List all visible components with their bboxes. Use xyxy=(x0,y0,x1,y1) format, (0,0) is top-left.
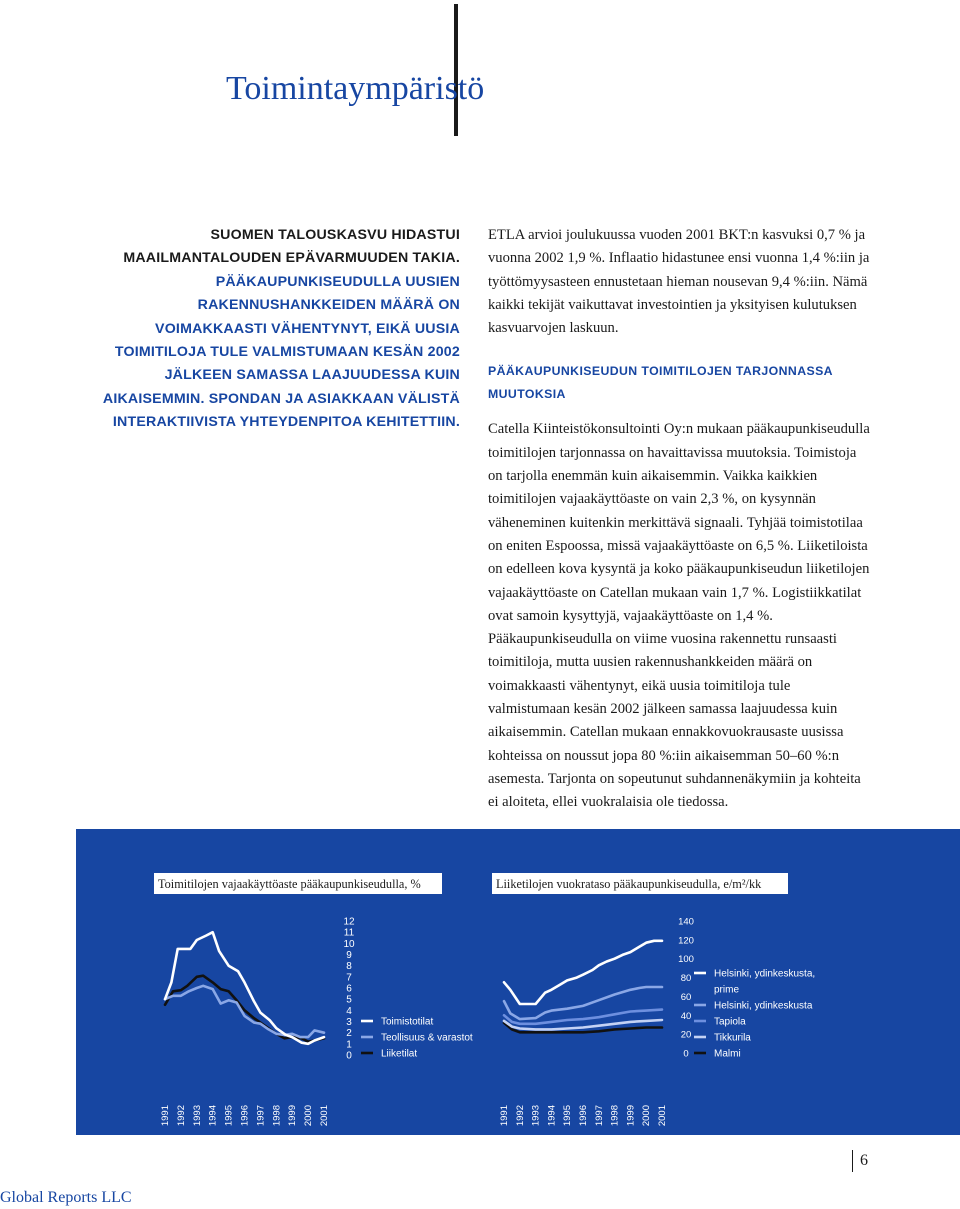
x-tick-label: 1997 xyxy=(593,1105,605,1127)
footer-publisher: Global Reports LLC xyxy=(0,1189,132,1206)
x-tick-label: 1994 xyxy=(546,1105,558,1127)
lead-line: AIKAISEMMIN. SPONDAN JA ASIAKKAAN VÄLISTÄ xyxy=(102,390,460,407)
y-tick-label: 9 xyxy=(346,950,352,961)
y-tick-label: 12 xyxy=(343,916,355,928)
y-tick-label: 120 xyxy=(678,935,694,947)
y-tick-label: 10 xyxy=(343,938,355,950)
y-tick-label: 40 xyxy=(680,1010,692,1022)
legend-label: Helsinki, ydinkeskusta xyxy=(714,1000,813,1012)
x-tick-label: 1997 xyxy=(255,1105,267,1127)
y-tick-label: 6 xyxy=(346,983,352,995)
x-tick-label: 1992 xyxy=(175,1105,187,1127)
legend-label: Liiketilat xyxy=(381,1048,418,1060)
lead-line: SUOMEN TALOUSKASVU HIDASTUI xyxy=(210,227,460,243)
y-tick-label: 5 xyxy=(346,994,352,1006)
lead-line: MAAILMANTALOUDEN EPÄVARMUUDEN TAKIA. xyxy=(123,250,460,267)
y-tick-label: 0 xyxy=(346,1050,352,1062)
x-tick-label: 1996 xyxy=(578,1105,589,1127)
x-tick-label: 1995 xyxy=(562,1105,574,1127)
x-tick-label: 2001 xyxy=(657,1105,668,1127)
y-tick-label: 20 xyxy=(680,1029,692,1041)
legend-label: Malmi xyxy=(714,1048,741,1060)
x-tick-label: 1999 xyxy=(287,1105,299,1127)
y-tick-label: 8 xyxy=(346,961,352,973)
lead-line: RAKENNUSHANKKEIDEN MÄÄRÄ ON xyxy=(197,297,460,314)
y-tick-label: 1 xyxy=(346,1039,352,1051)
rent-chart-title: Liiketilojen vuokrataso pääkaupunkiseudulla, e/m²/kk xyxy=(492,873,788,894)
lead-line: VOIMAKKAASTI VÄHENTYNYT, EIKÄ UUSIA xyxy=(155,320,460,337)
page-title: Toimintaympäristö xyxy=(226,70,485,107)
series-line xyxy=(165,932,324,1044)
x-tick-label: 2001 xyxy=(319,1105,330,1127)
x-tick-label: 1992 xyxy=(514,1105,526,1127)
lead-line: INTERAKTIIVISTA YHTEYDENPITOA KEHITETTIIN. xyxy=(112,414,460,431)
y-tick-label: 11 xyxy=(343,927,355,939)
series-line xyxy=(504,941,662,1004)
y-tick-label: 80 xyxy=(680,973,692,985)
x-tick-label: 2000 xyxy=(641,1105,653,1127)
lead-line: JÄLKEEN SAMASSA LAAJUUDESSA KUIN xyxy=(164,367,460,384)
legend-label: Teollisuus & varastot xyxy=(381,1032,473,1044)
x-tick-label: 1993 xyxy=(530,1105,542,1127)
lead-line: PÄÄKAUPUNKISEUDULLA UUSIEN xyxy=(215,273,460,290)
body-column xyxy=(488,224,870,815)
charts-svg xyxy=(76,829,960,1135)
y-tick-label: 0 xyxy=(683,1048,689,1060)
x-tick-label: 2000 xyxy=(303,1105,315,1127)
y-tick-label: 60 xyxy=(680,991,692,1003)
y-tick-label: 3 xyxy=(346,1017,352,1028)
legend-label: Helsinki, ydinkeskusta, xyxy=(714,968,816,980)
x-tick-label: 1993 xyxy=(191,1105,203,1127)
x-tick-label: 1991 xyxy=(499,1105,510,1127)
x-tick-label: 1991 xyxy=(160,1105,171,1127)
x-tick-label: 1999 xyxy=(625,1105,637,1127)
x-tick-label: 1994 xyxy=(207,1105,219,1127)
y-tick-label: 140 xyxy=(678,916,694,928)
y-tick-label: 7 xyxy=(346,972,352,984)
y-tick-label: 2 xyxy=(346,1028,352,1040)
x-tick-label: 1998 xyxy=(609,1105,621,1127)
lead-text xyxy=(76,224,460,435)
x-tick-label: 1995 xyxy=(223,1105,235,1127)
y-tick-label: 100 xyxy=(678,954,694,966)
legend-label: prime xyxy=(714,984,740,996)
section-heading: PÄÄKAUPUNKISEUDUN TOIMITILOJEN TARJONNASSA MUUTOKSIA xyxy=(488,364,833,402)
legend-label: Tikkurila xyxy=(714,1032,751,1044)
x-tick-label: 1998 xyxy=(271,1105,283,1127)
vacancy-chart-title: Toimitilojen vajaakäyttöaste pääkaupunkiseudulla, % xyxy=(154,873,442,894)
body-paragraph-1: ETLA arvioi joulukuussa vuoden 2001 BKT:n kasvuksi 0,7 % ja vuonna 2002 1,9 %. Inflaatio hidastunee ensi vuonna 1,4 %:iin ja työttömyysasteen ennustetaan hieman nousevan 9,4 %:iin. Nämä kaikki tekijät vaikuttavat investointien ja yksityisen kulutuksen kasvuarvojen laskuun. xyxy=(488,227,870,337)
y-tick-label: 4 xyxy=(346,1005,352,1017)
body-paragraph-2: Catella Kiinteistökonsultointi Oy:n mukaan pääkaupunkiseudulla toimitilojen tarjonnassa on havaittavissa muutoksia. Toimistoja on tarjolla enemmän kuin aikaisemmin. Vaikka kaikkien toimitilojen vajaakäyttöaste on vain 2,3 %, on kysynnän väheneminen kuitenkin merkittävä signaali. Tyhjää toimistotilaa on eniten Espoossa, missä vajaakäyttöaste on 6,5 %. Liiketiloista on edelleen kova kysyntä ja koko pääkaupunkiseudun liiketilojen vajaakäyttöaste on Catellan mukaan vain 1,7 %. Logistiikkatilat ovat samoin kysyttyjä, vajaakäyttöaste on 1,4 %. Pääkaupunkiseudulla on viime vuosina rakennettu runsaasti toimitiloja, mutta uusien rakennushankkeiden määrä on voimakkaasti vähentynyt, eikä uusia toimitiloja tule valmistumaan kesän 2002 jälkeen samassa laajuudessa kuin aikaisemmin. Catellan mukaan ennakkovuokrausaste uusissa kohteissa on noussut jopa 80 %:iin aikaisemman 50–60 %:n asemesta. Tarjonta on sopeutunut suhdannenäkymiin ja kohteita ei aloiteta, ellei vuokralaisia ole tiedossa. xyxy=(488,421,870,811)
series-line xyxy=(165,976,324,1042)
chart-panel xyxy=(76,829,960,1135)
legend-label: Tapiola xyxy=(714,1016,746,1028)
x-tick-label: 1996 xyxy=(239,1105,251,1127)
page-number: 6 xyxy=(852,1150,868,1172)
lead-line: TOIMITILOJA TULE VALMISTUMAAN KESÄN 2002 xyxy=(114,344,460,361)
legend-label: Toimistotilat xyxy=(381,1016,434,1028)
